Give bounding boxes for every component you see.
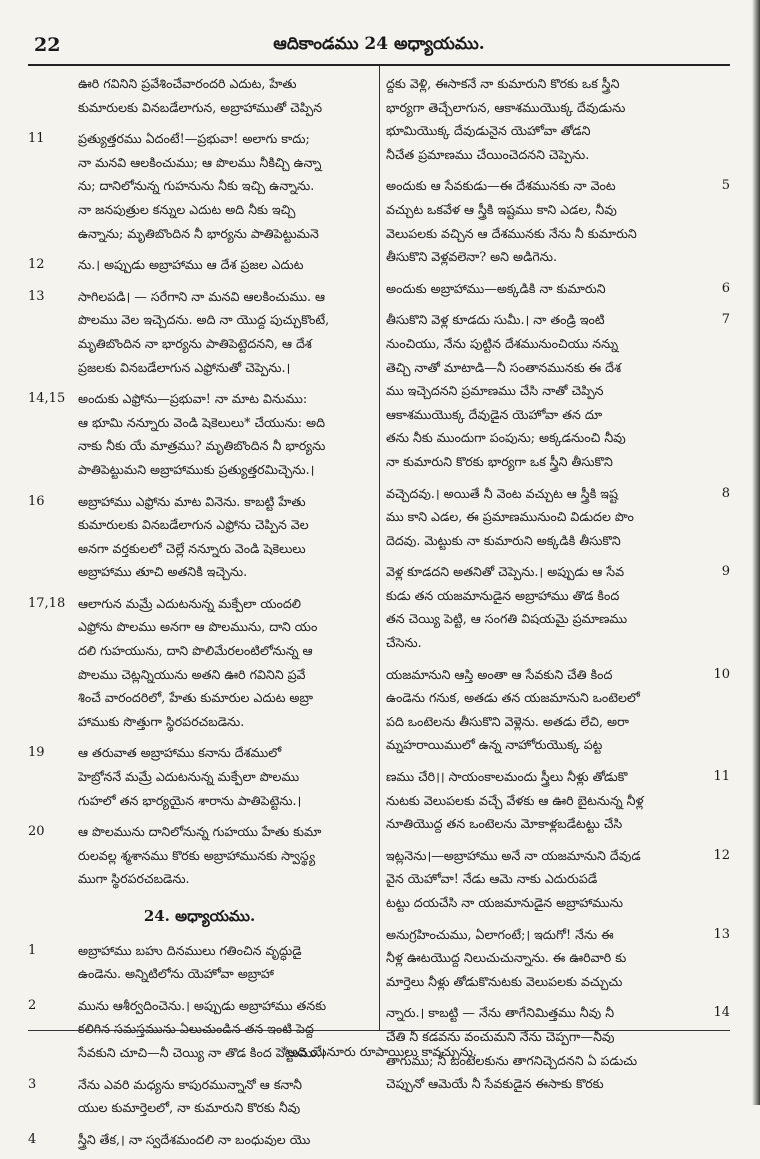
text-line: కుమారులకు వినబడేలాగున, అబ్రాహాముతో చెప్పిన — [78, 99, 323, 115]
text-line: ఆకాశముయొక్క దేవుడైన యెహోవా తన దూ — [386, 406, 603, 422]
text-line: ఎఫ్రోను పొలము అనగా ఆ పొలమును, దాని యం — [78, 619, 318, 635]
footnote: *అది యేనూరు రూపాయిలు కావచ్చును. — [281, 1044, 477, 1059]
text-line: ప్రత్యుత్తరము ఏదంటే!—ప్రభువా! అలాగు కాదు; — [78, 131, 310, 147]
text-line: ఆ తరువాత అబ్రాహాము కనాను దేశములో — [78, 745, 282, 761]
verse-paragraph — [386, 308, 730, 473]
text-line: తెచ్చి నాతో మాటాడి—నీ సంతానమునకు ఈ దేశ — [386, 359, 622, 375]
text-line: నూతియొద్ద తన ఒంటెలను మోకాళ్లబడేటట్టు చేసి — [386, 816, 623, 832]
verse-paragraph — [386, 277, 730, 301]
verse-number: 3 — [28, 1076, 37, 1092]
text-line: తీసుకొని వెళ్లవలెనా? అని అడిగెను. — [386, 249, 557, 265]
text-line: కలిగిన సమస్తమును ఏలుచుండిన తన ఇంటి పెద్ద — [78, 1021, 314, 1037]
text-line: నా జనపుత్రుల కన్నుల ఎదుట అది నీకు ఇచ్చి — [78, 201, 296, 217]
text-line: ణము చేరి।। సాయంకాలమందు స్త్రీలు నీళ్లు తోడుకొ — [386, 769, 628, 785]
text-line: నా కుమారుని కొరకు భార్యగా ఒక స్త్రీని తీసుకొని — [386, 453, 613, 469]
text-line: న్నారు.। కాబట్టి — నేను తాగేనిమిత్తము నీవు నీ — [386, 1005, 615, 1021]
verse-number: 12 — [713, 847, 730, 863]
verse-paragraph — [386, 923, 730, 994]
text-line: సేవకుని చూచి—నీ చెయ్యి నా తొడ కింద పెట్టుము.। — [78, 1044, 326, 1060]
text-line: ఆలాగున మమ్రే ఎదుటనున్న మక్పేలా యందలి — [78, 595, 302, 611]
text-line: నేను ఎవరి మధ్యను కాపురమున్నానో ఆ కనానీ — [78, 1076, 302, 1092]
verse-paragraph — [386, 72, 704, 166]
text-line: చేతి నీ కడవను వంచుమని నేను చెప్పగా—నీవు — [386, 1028, 615, 1044]
verse-number: 11 — [28, 131, 45, 147]
running-head: ఆదికాండము 24 అధ్యాయము. — [273, 34, 485, 54]
text-line: అబ్రాహాము తూచి అతనికి ఇచ్చెను. — [78, 564, 248, 580]
text-line: యజమానుని ఆస్తి అంతా ఆ సేవకుని చేతి కింద — [386, 666, 613, 682]
verse-number: 13 — [713, 926, 730, 942]
verse-paragraph — [28, 490, 371, 584]
verse-paragraph — [386, 560, 730, 654]
verse-number: 7 — [721, 312, 730, 328]
text-line: మార్తెలు నీళ్లు తోడుకొనుటకు వెలుపలకు వచ్చుచు — [386, 973, 623, 989]
text-line: శించే వారందరిలో, హేతు కుమారుల ఎదుట అబ్రా — [78, 690, 313, 706]
verse-paragraph — [28, 741, 371, 812]
text-line: రులవల్ల శ్మశానము కొరకు అబ్రాహామునకు స్వాస్థ్య — [78, 847, 316, 863]
text-line: అనగా వర్తకులలో చెల్లే నన్నూరు వెండి షెకెలులు — [78, 540, 306, 556]
verse-number: 10 — [713, 666, 730, 682]
verse-paragraph — [28, 1128, 371, 1152]
footnote-rule — [28, 1030, 730, 1031]
verse-paragraph — [386, 844, 730, 915]
chapter-heading: 24. అధ్యాయము. — [143, 907, 256, 925]
verse-paragraph — [28, 72, 371, 119]
verse-number: 16 — [28, 493, 45, 509]
verse-paragraph — [28, 1073, 371, 1120]
text-line: అబ్రాహాము ఎఫ్రోను మాట వినెను. కాబట్టి హేతు — [78, 493, 306, 509]
text-line: మ్నహరాయిములో ఉన్న నాహోరుయొక్క పట్ట — [386, 737, 603, 753]
text-line: నీచేత ప్రమాణము చేయించెదనని చెప్పెను. — [386, 146, 590, 162]
text-line: పది ఒంటెలను తీసుకొని వెళ్లెను. అతడు లేచి, అరా — [386, 713, 629, 729]
text-line: నుటకు వెలుపలకు వచ్చే వేళకు ఆ ఊరి బైటనున్న నీళ్ల — [386, 792, 644, 808]
text-line: టట్టు దయచేసి నా యజమానుడైన అబ్రాహామును — [386, 895, 623, 910]
verse-number: 19 — [28, 745, 45, 761]
verse-paragraph — [28, 127, 371, 245]
text-line: భూమియొక్క దేవుడునైన యెహోవా తోడని — [386, 123, 591, 139]
text-line: అందుకు ఎఫ్రోను—ప్రభువా! నా మాట వినుము: — [78, 391, 308, 407]
text-line: ము కాని ఎడల, ఈ ప్రమాణమునుంచి విడుదల పొం — [386, 509, 634, 525]
verse-number: 13 — [28, 288, 45, 304]
text-line: హాముకు సొత్తుగా స్థిరపరచబడెను. — [78, 713, 245, 729]
text-line: స్త్రీని తేక,। నా స్వదేశమందలి నా బంధువుల యొ — [78, 1131, 311, 1147]
verse-paragraph — [28, 387, 371, 481]
verse-paragraph — [386, 765, 730, 836]
verse-paragraph — [386, 174, 730, 268]
verse-number: 2 — [28, 997, 37, 1013]
text-line: ఊరి గవినిని ప్రవేశించేవారందరి ఎదుట, హేతు — [78, 76, 297, 91]
text-line: వెళ్ల కూడదని అతనితో చెప్పెను.। అప్పుడు ఆ సేవ — [386, 564, 625, 580]
verse-number: 9 — [721, 564, 730, 580]
verse-number: 17,18 — [28, 595, 66, 611]
text-line: అందుకు ఆ సేవకుడు—ఈ దేశమునకు నా వెంట — [386, 178, 616, 194]
text-line: వచ్చుట ఒకవేళ ఆ స్త్రీకి ఇష్టము కాని ఎడల, నీవు — [386, 201, 617, 217]
left-column — [28, 72, 371, 1159]
verse-number: 1 — [28, 942, 37, 958]
text-line: ఉండెను గనుక, అతడు తన యజమానుని ఒంటెలలో — [386, 690, 640, 706]
text-line: ను.। అప్పుడు అబ్రాహాము ఆ దేశ ప్రజల ఎదుట — [78, 257, 304, 273]
text-line: చేసెను. — [386, 635, 422, 651]
right-column — [386, 72, 730, 1104]
text-line: నా మనవి ఆలకించుము; ఆ పొలము నీకిచ్చి ఉన్నా — [78, 154, 322, 170]
text-line: ముగా స్థిరపరచబడెను. — [78, 871, 190, 887]
text-line: చెప్పునో ఆమెయే నీ సేవకుడైన ఈసాకు కొరకు — [386, 1076, 604, 1092]
verse-number: 8 — [721, 485, 730, 501]
text-line: తన చెయ్యి పెట్టి, ఆ సంగతి విషయమై ప్రమాణము — [386, 611, 628, 627]
text-line: భార్యగా తెచ్చేలాగున, ఆకాశముయొక్క దేవుడును — [386, 99, 626, 115]
text-line: ద్దకు వెళ్లి, ఈసాకనే నా కుమారుని కొరకు ఒక స్త్రీని — [386, 76, 620, 91]
text-line: పాతిపెట్టుమని అబ్రాహాముకు ప్రత్యుత్తరమిచ్చెను.। — [78, 461, 315, 477]
verse-paragraph — [28, 285, 371, 379]
text-line: గుహలో తన భార్యయైన శారాను పాతిపెట్టెను.। — [78, 792, 302, 808]
verse-paragraph — [28, 592, 371, 734]
text-line: తను నీకు ముందుగా పంపును; అక్కడనుంచి నీవు — [386, 430, 626, 446]
text-line: పొలము చెట్లన్నియును అతని ఊరి గవినిని ప్రవే — [78, 666, 306, 682]
verse-paragraph — [28, 939, 371, 986]
verse-number: 11 — [713, 769, 730, 785]
text-line: మును ఆశీర్వదించెను.। అప్పుడు అబ్రాహాము తనకు — [78, 997, 327, 1013]
text-line: నీళ్ల ఊటయొద్ద నిలుచుచున్నాను. ఈ ఊరివారి కు — [386, 950, 627, 966]
text-line: కుడు తన యజమానుడైన అబ్రాహాము తొడ కింద — [386, 587, 620, 603]
text-line: సాగిలపడి। — సరేగాని నా మనవి ఆలకించుము. ఆ — [78, 288, 326, 304]
text-line: ఆ పొలమును దానిలోనున్న గుహయు హేతు కుమా — [78, 824, 322, 840]
text-line: దలి గుహయును, దాని పొలిమేరలంటిలోనున్న ఆ — [78, 643, 313, 659]
verse-paragraph — [28, 253, 371, 277]
text-line: తీసుకొని వెళ్ల కూడదు సుమీ.। నా తండ్రి ఇంటి — [386, 312, 605, 328]
text-line: వైన యెహోవా! నేడు ఆమె నాకు ఎదురుపడే — [386, 871, 598, 887]
text-line: ఉండెను. అన్నిటిలోను యెహోవా అబ్రాహా — [78, 966, 274, 982]
page-number: 22 — [34, 34, 61, 56]
text-line: అందుకు అబ్రాహాము—అక్కడికి నా కుమారుని — [386, 280, 606, 296]
text-line: యుల కుమార్తెలలో, నా కుమారుని కొరకు నీవు — [78, 1100, 301, 1116]
text-line: కుమారులకు వినబడేలాగున ఎఫ్రోను చెప్పిన వెల — [78, 517, 309, 533]
verse-number: 12 — [28, 257, 45, 273]
text-line: ము ఇచ్చెదనని ప్రమాణము చేసి నాతో చెప్పిన — [386, 383, 604, 399]
text-line: ఇట్లనెను।—అబ్రాహాము అనే నా యజమానుని దేవుడ — [386, 847, 641, 863]
text-line: పొలము వెల ఇచ్చెదను. అది నా యొద్ద పుచ్చుకొంటే, — [78, 312, 330, 328]
page-header — [28, 34, 730, 64]
verse-number: 14,15 — [28, 391, 66, 407]
book-spine-shadow — [752, 0, 760, 1105]
text-line: నాకు నీకు యే మాత్రము? మృతిబొందిన నీ భార్యను — [78, 438, 326, 454]
verse-number: 4 — [28, 1131, 37, 1147]
text-line: తాగుము; నీ ఒంటెలకును తాగనిచ్చెదనని ఏ పడుచు — [386, 1052, 638, 1068]
text-line: ప్రజలకు వినబడేలాగున ఎఫ్రోనుతో చెప్పెను.। — [78, 359, 291, 375]
column-divider — [379, 66, 380, 1030]
verse-number: 14 — [713, 1005, 730, 1021]
text-line: ఆ భూమి నన్నూరు వెండి షెకెలులు* చేయును: అది — [78, 414, 326, 430]
text-line: హెబ్రోననే మమ్రే ఎదుటనున్న మక్పేలా పొలము — [78, 769, 300, 785]
verse-number: 5 — [721, 178, 730, 194]
text-line: వచ్చెదవు.। అయితే నీ వెంట వచ్చుట ఆ స్త్రీకి ఇష్ట — [386, 485, 618, 501]
verse-paragraph — [28, 820, 371, 891]
verse-number: 6 — [721, 280, 730, 296]
verse-number: 20 — [28, 824, 45, 840]
text-line: ఉన్నాను; మృతిబొందిన నీ భార్యను పాతిపెట్టుమనె — [78, 225, 319, 241]
text-line: అనుగ్రహించుము, ఏలాగంటే;। ఇదుగో! నేను ఈ — [386, 926, 614, 942]
text-line: మృతిబొందిన నా భార్యను పాతిపెట్టెదనని, ఆ దేశ — [78, 335, 312, 351]
text-line: ను; దానిలోనున్న గుహనును నీకు ఇచ్చి ఉన్నాను. — [78, 178, 315, 194]
text-line: అబ్రాహాము బహు దినములు గతించిన వృద్ధుడై — [78, 942, 302, 958]
text-line: నుంచియు, నేను పుట్టిన దేశమునుంచియు నన్ను — [386, 335, 619, 351]
text-line: వెలుపలకు వచ్చిన ఆ దేశమునకు నేను నీ కుమారుని — [386, 225, 637, 241]
verse-paragraph — [386, 482, 730, 553]
verse-paragraph — [386, 663, 730, 757]
text-line: దెదవు. మెట్టుకు నా కుమారుని అక్కడికి తీసుకొని — [386, 532, 621, 548]
